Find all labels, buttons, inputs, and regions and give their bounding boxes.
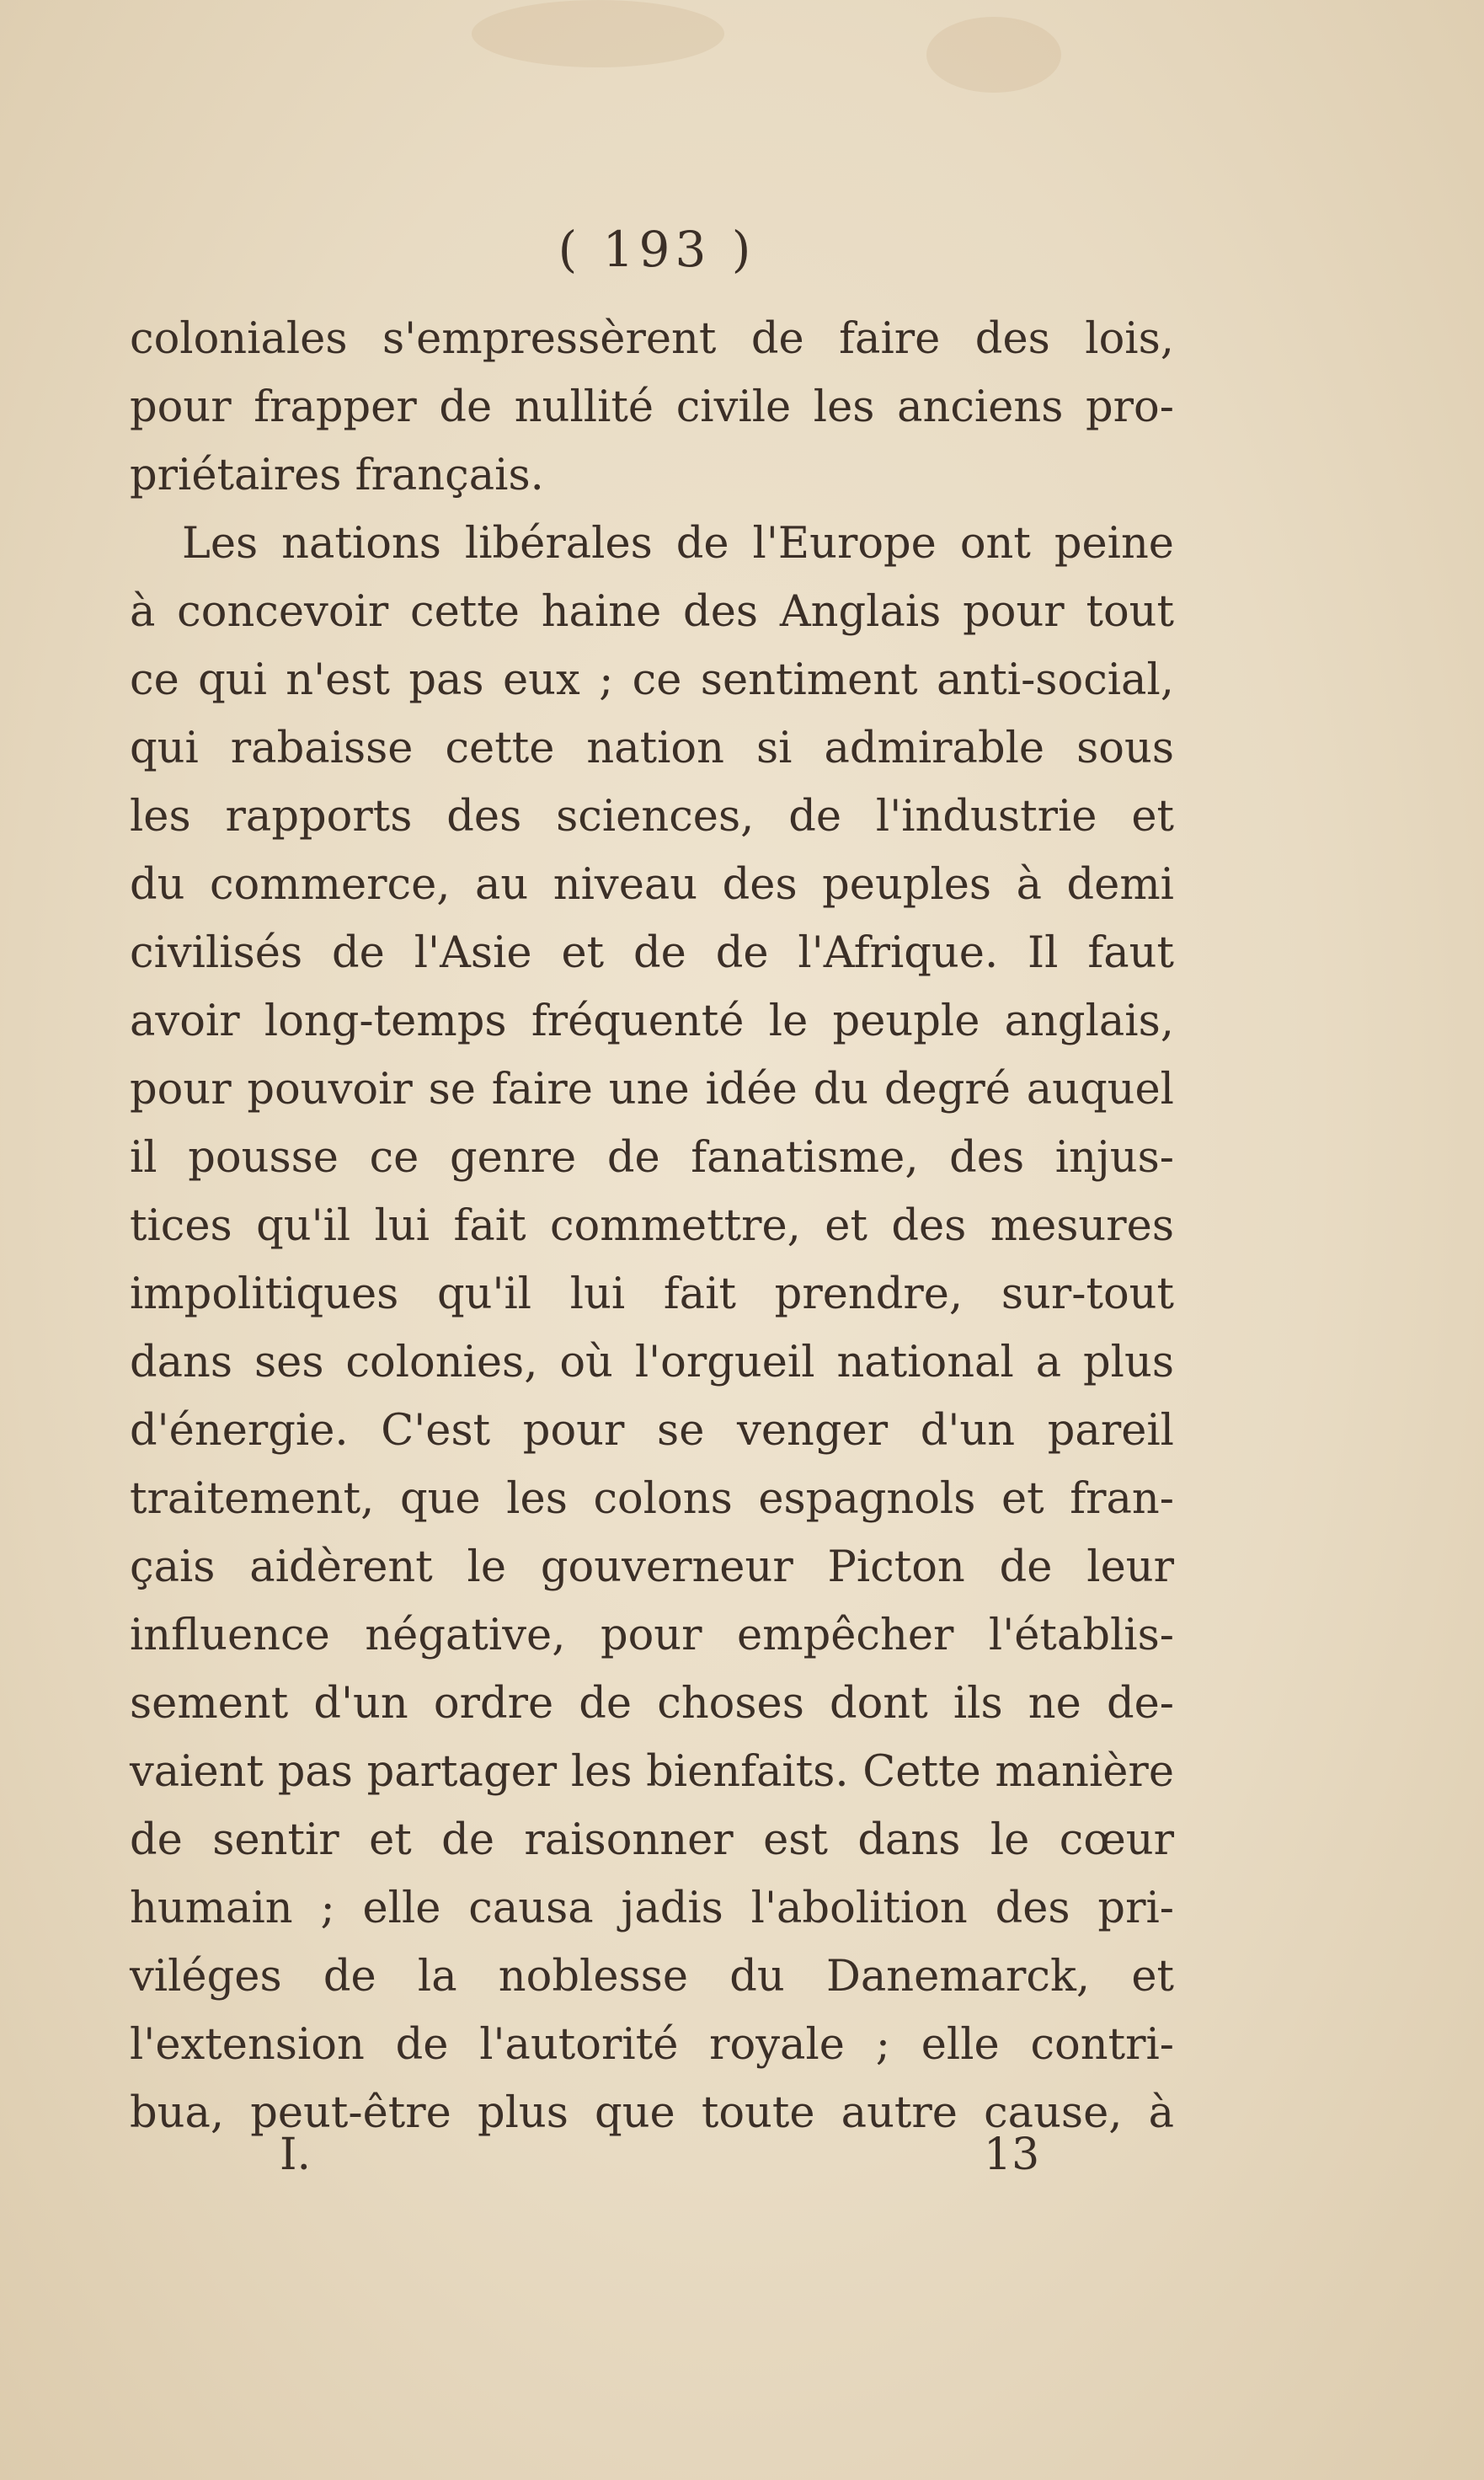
signature-mark: I. <box>280 2130 312 2180</box>
text-line: tices qu'il lui fait commettre, et des mesures <box>130 1201 1174 1251</box>
text-line: civilisés de l'Asie et de de l'Afrique. Il faut <box>130 928 1174 978</box>
text-line: dans ses colonies, où l'orgueil national a plus <box>130 1338 1174 1387</box>
text-line: priétaires français. <box>130 451 544 500</box>
text-line: de sentir et de raisonner est dans le cœur <box>130 1815 1174 1865</box>
text-line: çais aidèrent le gouverneur Picton de leur <box>130 1542 1174 1592</box>
body-text <box>130 305 1174 2147</box>
text-line: à concevoir cette haine des Anglais pour tout <box>130 587 1174 637</box>
text-line: avoir long-temps fréquenté le peuple anglais, <box>130 997 1174 1046</box>
text-line: pour pouvoir se faire une idée du degré auquel <box>130 1065 1174 1114</box>
text-line: bua, peut-être plus que toute autre cause, à <box>130 2088 1174 2138</box>
text-line: l'extension de l'autorité royale ; elle contri- <box>130 2020 1174 2070</box>
text-line: il pousse ce genre de fanatisme, des injus- <box>130 1133 1174 1183</box>
text-line: vaient pas partager les bienfaits. Cette manière <box>130 1747 1174 1797</box>
text-line: coloniales s'empressèrent de faire des lois, <box>130 314 1174 364</box>
text-line: Les nations libérales de l'Europe ont peine <box>182 519 1174 569</box>
text-line: impolitiques qu'il lui fait prendre, sur-tout <box>130 1269 1174 1319</box>
paper-stain <box>472 0 724 67</box>
text-line: d'énergie. C'est pour se venger d'un pareil <box>130 1406 1174 1456</box>
gathering-number: 13 <box>984 2130 1040 2180</box>
paper-stain <box>926 17 1061 93</box>
text-line: sement d'un ordre de choses dont ils ne de- <box>130 1679 1174 1729</box>
text-line: pour frapper de nullité civile les anciens pro- <box>130 382 1174 432</box>
text-line: les rapports des sciences, de l'industrie et <box>130 792 1174 842</box>
text-line: viléges de la noblesse du Danemarck, et <box>130 1952 1174 2002</box>
text-line: du commerce, au niveau des peuples à demi <box>130 860 1174 910</box>
page-header: ( 193 ) <box>558 221 756 278</box>
text-line: qui rabaisse cette nation si admirable sous <box>130 724 1174 773</box>
text-line: humain ; elle causa jadis l'abolition des pri- <box>130 1884 1174 1933</box>
text-line: ce qui n'est pas eux ; ce sentiment anti-social, <box>130 655 1174 705</box>
text-line: traitement, que les colons espagnols et fran- <box>130 1474 1174 1524</box>
text-line: influence négative, pour empêcher l'établis- <box>130 1611 1174 1660</box>
